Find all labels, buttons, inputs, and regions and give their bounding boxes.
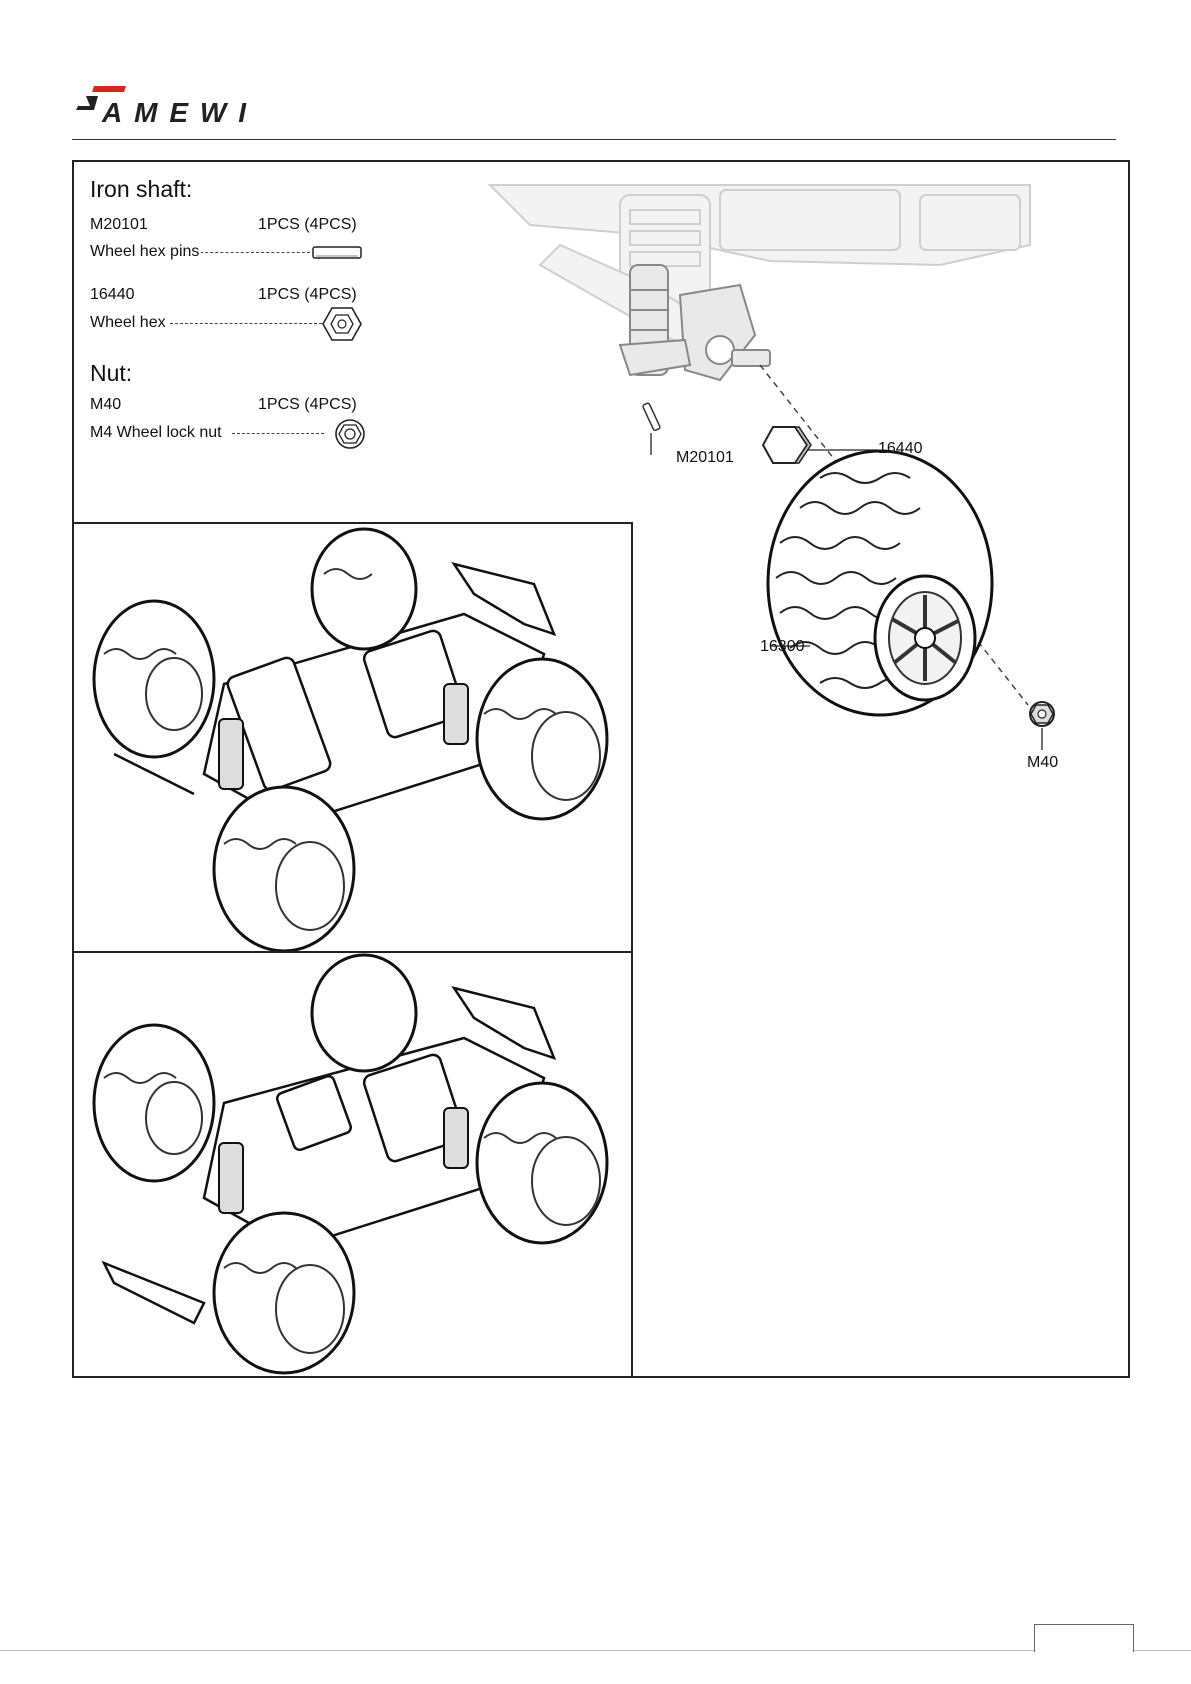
part-name-pin: Wheel hex pins — [90, 243, 200, 260]
monster-truck-illustration — [74, 524, 631, 951]
part-code-hex: 16440 — [90, 286, 135, 303]
page-number-tab — [1034, 1624, 1134, 1652]
truck-view-panel-1 — [72, 522, 633, 953]
footer-rule-right — [1132, 1650, 1191, 1651]
part-qty-nut: 1PCS (4PCS) — [258, 396, 357, 413]
category-nut: Nut: — [90, 360, 133, 386]
callout-16440: 16440 — [878, 440, 923, 457]
category-iron-shaft: Iron shaft: — [90, 176, 193, 202]
callout-16300: 16300 — [760, 638, 805, 655]
ghost-chassis-drawing — [490, 185, 1030, 355]
part-code-nut: M40 — [90, 396, 122, 413]
part-code-pin: M20101 — [90, 216, 148, 233]
part-name-nut: M4 Wheel lock nut — [90, 424, 222, 441]
brand-logo — [72, 74, 252, 128]
leader-hex — [170, 323, 322, 324]
lock-nut-icon — [334, 418, 366, 455]
logo-wordmark: AMEWI — [102, 97, 248, 128]
leader-pin — [200, 252, 310, 253]
pin-icon — [312, 245, 364, 266]
part-qty-hex: 1PCS (4PCS) — [258, 286, 357, 303]
callout-m40: M40 — [1027, 754, 1059, 771]
truck-view-panel-2 — [72, 951, 633, 1378]
part-qty-pin: 1PCS (4PCS) — [258, 216, 357, 233]
part-name-hex: Wheel hex — [90, 314, 166, 331]
monster-truck-illustration-alt — [74, 953, 631, 1376]
footer-rule-left — [0, 1650, 1034, 1651]
hex-icon — [322, 306, 362, 347]
header-divider — [72, 139, 1116, 140]
leader-nut — [232, 433, 324, 434]
callout-m20101: M20101 — [676, 449, 734, 466]
